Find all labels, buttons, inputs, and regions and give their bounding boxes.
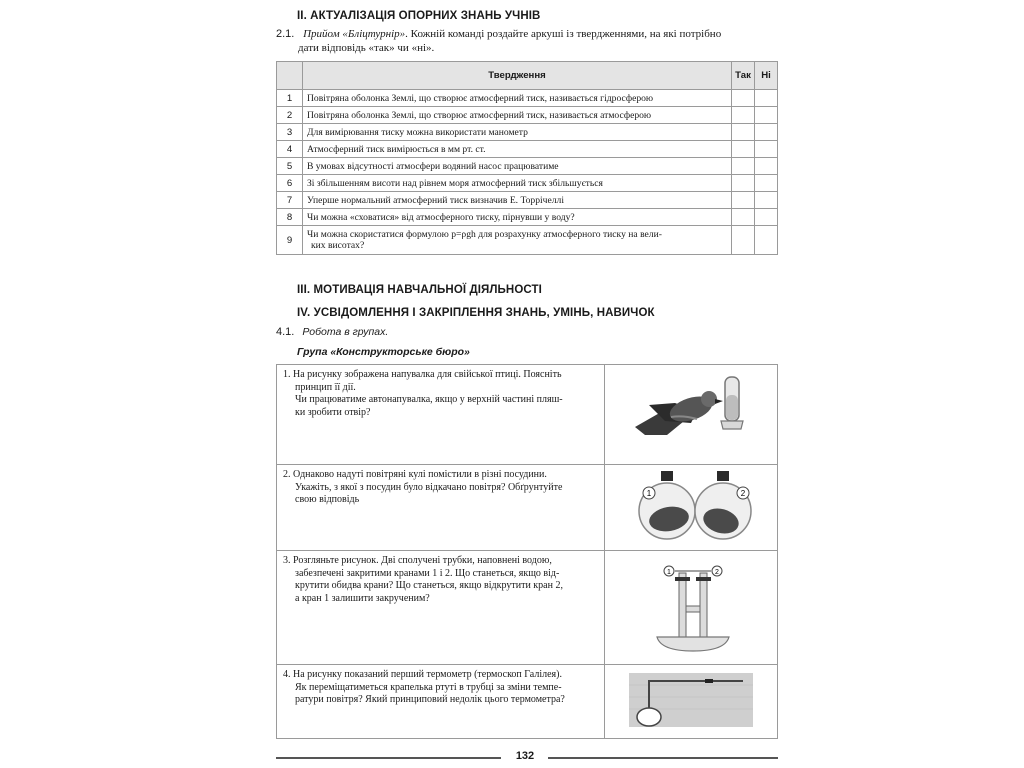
answer-yes-cell[interactable] bbox=[732, 90, 755, 107]
answer-yes-cell[interactable] bbox=[732, 226, 755, 255]
item-2-1-number: 2.1. bbox=[276, 28, 295, 40]
bird-waterer-illustration bbox=[605, 365, 777, 461]
table-row bbox=[277, 107, 778, 124]
row-number: 8 bbox=[277, 209, 303, 226]
statements-table-header bbox=[277, 62, 778, 90]
answer-yes-cell[interactable] bbox=[732, 158, 755, 175]
row-statement: Для вимірювання тиску можна використати манометр bbox=[303, 124, 732, 141]
connected-tubes-illustration bbox=[605, 551, 777, 661]
row-number: 5 bbox=[277, 158, 303, 175]
table-row bbox=[277, 124, 778, 141]
answer-no-cell[interactable] bbox=[755, 192, 778, 209]
task-line: крутити обидва крани? Що станеться, якщо відкрутити кран 2, bbox=[295, 580, 563, 591]
row-statement: В умовах відсутності атмосфери водяний насос працюватиме bbox=[303, 158, 732, 175]
task-3-text bbox=[277, 551, 605, 665]
row-statement: Повітряна оболонка Землі, що створює атмосферний тиск, називається атмосферою bbox=[303, 107, 732, 124]
task-1-text bbox=[277, 365, 605, 465]
row-number: 4 bbox=[277, 141, 303, 158]
table-row bbox=[277, 158, 778, 175]
table-row bbox=[277, 141, 778, 158]
task-row bbox=[277, 465, 778, 551]
answer-no-cell[interactable] bbox=[755, 107, 778, 124]
item-2-1-text: . Кожній команді роздайте аркуші із твердженнями, на які потрібно bbox=[405, 28, 722, 40]
row-number: 7 bbox=[277, 192, 303, 209]
task-line: свою відповідь bbox=[295, 494, 360, 505]
task-2-text bbox=[277, 465, 605, 551]
header-statement: Твердження bbox=[303, 62, 732, 90]
task-line: ратури повітря? Який принциповий недолік цього термометра? bbox=[295, 694, 565, 705]
footer-rule-right bbox=[548, 757, 778, 759]
row-number: 2 bbox=[277, 107, 303, 124]
row-statement: Зі збільшенням висоти над рівнем моря атмосферний тиск збільшується bbox=[303, 175, 732, 192]
row-statement bbox=[303, 226, 732, 255]
item-2-1-technique: Прийом «Бліцтурнір» bbox=[303, 28, 406, 40]
header-yes: Так bbox=[732, 62, 755, 90]
section-3-heading: III. МОТИВАЦІЯ НАВЧАЛЬНОЇ ДІЯЛЬНОСТІ bbox=[297, 284, 542, 296]
row-statement: Атмосферний тиск вимірюється в мм рт. ст. bbox=[303, 141, 732, 158]
answer-no-cell[interactable] bbox=[755, 158, 778, 175]
header-number-cell bbox=[277, 62, 303, 90]
two-flasks-illustration bbox=[605, 465, 777, 547]
task-line: 2. Однаково надуті повітряні кулі помістили в різні посудини. bbox=[283, 469, 547, 480]
table-row bbox=[277, 175, 778, 192]
table-row bbox=[277, 226, 778, 255]
item-4-1-text: Робота в групах. bbox=[302, 326, 389, 338]
row-statement-line-2: ких висотах? bbox=[311, 240, 365, 251]
table-row bbox=[277, 209, 778, 226]
item-2-1 bbox=[276, 27, 786, 41]
task-4-text bbox=[277, 665, 605, 739]
answer-yes-cell[interactable] bbox=[732, 192, 755, 209]
footer-rule-left bbox=[276, 757, 501, 759]
task-row bbox=[277, 365, 778, 465]
task-row bbox=[277, 665, 778, 739]
task-4-picture bbox=[605, 665, 778, 739]
tap-label-2: 2 bbox=[715, 569, 719, 576]
task-line: 4. На рисунку показаний перший термометр (термоскоп Галілея). bbox=[283, 669, 562, 680]
statements-table bbox=[276, 61, 778, 255]
task-line: забезпечені закритими кранами 1 і 2. Що станеться, якщо від- bbox=[295, 567, 560, 579]
row-statement-line-1: Чи можна скористатися формулою p=ρgh для розрахунку атмосферного тиску на вели- bbox=[307, 229, 662, 240]
section-4-heading: IV. УСВІДОМЛЕННЯ І ЗАКРІПЛЕННЯ ЗНАНЬ, УМІНЬ, НАВИЧОК bbox=[297, 307, 655, 319]
answer-yes-cell[interactable] bbox=[732, 107, 755, 124]
row-statement: Чи можна «сховатися» від атмосферного тиску, пірнувши у воду? bbox=[303, 209, 732, 226]
page-number: 132 bbox=[515, 750, 535, 762]
task-line: ки зробити отвір? bbox=[295, 406, 371, 418]
answer-yes-cell[interactable] bbox=[732, 209, 755, 226]
item-4-1-number: 4.1. bbox=[276, 326, 295, 338]
answer-no-cell[interactable] bbox=[755, 226, 778, 255]
answer-no-cell[interactable] bbox=[755, 209, 778, 226]
group-title: Група «Конструкторське бюро» bbox=[297, 346, 470, 358]
task-row bbox=[277, 551, 778, 665]
table-row bbox=[277, 192, 778, 209]
task-line: Чи працюватиме автонапувалка, якщо у верхній частині пляш- bbox=[295, 394, 563, 405]
row-number: 9 bbox=[277, 226, 303, 255]
task-line: а кран 1 залишити закрученим? bbox=[295, 592, 430, 604]
answer-yes-cell[interactable] bbox=[732, 124, 755, 141]
answer-no-cell[interactable] bbox=[755, 175, 778, 192]
flask-label-1: 1 bbox=[646, 489, 652, 498]
answer-yes-cell[interactable] bbox=[732, 175, 755, 192]
task-line: принцип її дії. bbox=[295, 381, 356, 393]
galileo-thermoscope-illustration bbox=[605, 665, 777, 735]
task-3-picture bbox=[605, 551, 778, 665]
task-2-picture bbox=[605, 465, 778, 551]
task-1-picture bbox=[605, 365, 778, 465]
answer-no-cell[interactable] bbox=[755, 141, 778, 158]
task-line: 3. Розгляньте рисунок. Дві сполучені трубки, наповнені водою, bbox=[283, 555, 552, 566]
table-row bbox=[277, 90, 778, 107]
header-no: Ні bbox=[755, 62, 778, 90]
task-line: Укажіть, з якої з посудин було відкачано повітря? Обґрунтуйте bbox=[295, 481, 563, 493]
answer-no-cell[interactable] bbox=[755, 90, 778, 107]
task-line: Як переміщатиметься крапелька ртуті в трубці за зміни темпе- bbox=[295, 681, 562, 693]
tap-label-1: 1 bbox=[667, 569, 671, 576]
item-4-1 bbox=[276, 325, 388, 339]
row-number: 6 bbox=[277, 175, 303, 192]
row-statement: Уперше нормальний атмосферний тиск визначив Е. Торрічеллі bbox=[303, 192, 732, 209]
row-number: 1 bbox=[277, 90, 303, 107]
row-number: 3 bbox=[277, 124, 303, 141]
task-line: 1. На рисунку зображена напувалка для свійської птиці. Поясніть bbox=[283, 369, 562, 380]
group-tasks-table bbox=[276, 364, 778, 739]
item-2-1-text-cont: дати відповідь «так» чи «ні». bbox=[298, 42, 435, 54]
answer-yes-cell[interactable] bbox=[732, 141, 755, 158]
flask-label-2: 2 bbox=[740, 489, 746, 498]
answer-no-cell[interactable] bbox=[755, 124, 778, 141]
row-statement: Повітряна оболонка Землі, що створює атмосферний тиск, називається гідросферою bbox=[303, 90, 732, 107]
section-2-heading: II. АКТУАЛІЗАЦІЯ ОПОРНИХ ЗНАНЬ УЧНІВ bbox=[297, 10, 541, 22]
